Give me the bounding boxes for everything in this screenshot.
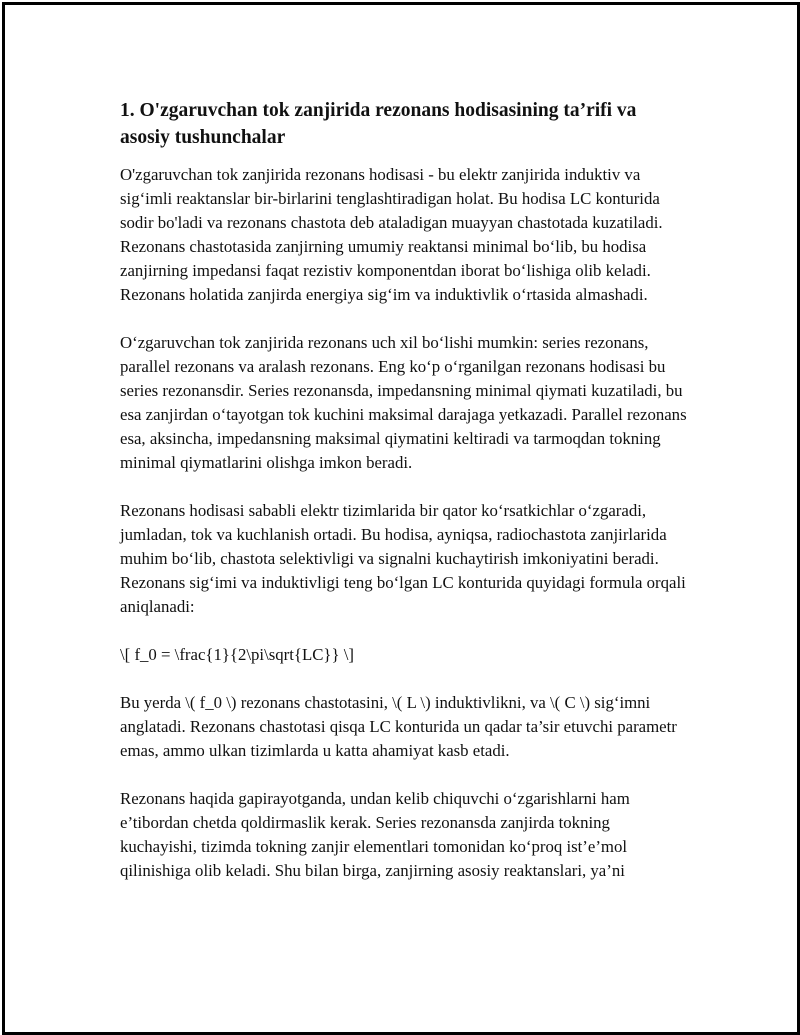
paragraph-resonance-types: O‘zgaruvchan tok zanjirida rezonans uch xil bo‘lishi mumkin: series rezonans, parallel rezonans va aralash rezonans. Eng ko‘p o‘rganilgan rezonans hodisasi bu series rezonansdir. Series rezonansda, impedansning minimal qiymati kuzatiladi, bu esa zanjirdan o‘tayotgan tok kuchini maksimal darajaga yetkazadi. Parallel rezonans esa, aksincha, impedansning maksimal qiymatini keltiradi va tarmoqdan tokning minimal qiymatlarini olishga imkon beradi. — [120, 333, 687, 472]
paragraph-effects: Rezonans hodisasi sababli elektr tizimlarida bir qator ko‘rsatkichlar o‘zgaradi, jumladan, tok va kuchlanish ortadi. Bu hodisa, ayniqsa, radiochastota zanjirlarida muhim bo‘lib, chastota selektivligi va signalni kuchaytirish imkoniyatini beradi. Rezonans sig‘imi va induktivligi teng bo‘lgan LC konturida quyidagi formula orqali aniqlanadi: — [120, 501, 686, 616]
section-heading: 1. O'zgaruvchan tok zanjirida rezonans hodisasining ta’rifi va asosiy tushunchalar — [120, 100, 637, 148]
document-body — [120, 97, 690, 907]
page-frame — [2, 2, 800, 1035]
paragraph-formula-explanation: Bu yerda \( f_0 \) rezonans chastotasini, \( L \) induktivlikni, va \( C \) sig‘imni anglatadi. Rezonans chastotasi qisqa LC konturida un qadar ta’sir etuvchi parametr emas, ammo ulkan tizimlarda u katta ahamiyat kasb etadi. — [120, 693, 677, 760]
paragraph-consequences: Rezonans haqida gapirayotganda, undan kelib chiquvchi o‘zgarishlarni ham e’tibordan chetda qoldirmaslik kerak. Series rezonansda zanjirda tokning kuchayishi, tizimda tokning zanjir elementlari tomonidan ko‘proq ist’e’mol qilinishiga olib keladi. Shu bilan birga, zanjirning asosiy reaktanslari, ya’ni — [120, 789, 630, 880]
paragraph-definition: O'zgaruvchan tok zanjirida rezonans hodisasi - bu elektr zanjirida induktiv va sig‘imli reaktanslar bir-birlarini tenglashtiradigan holat. Bu hodisa LC konturida sodir bo'ladi va rezonans chastota deb ataladigan muayyan chastotada kuzatiladi. Rezonans chastotasida zanjirning umumiy reaktansi minimal bo‘lib, bu hodisa zanjirning impedansi faqat rezistiv komponentdan iborat bo‘lishiga olib keladi. Rezonans holatida zanjirda energiya sig‘im va induktivlik o‘rtasida almashadi. — [120, 165, 663, 304]
resonance-formula: \[ f_0 = \frac{1}{2\pi\sqrt{LC}} \] — [120, 645, 354, 664]
